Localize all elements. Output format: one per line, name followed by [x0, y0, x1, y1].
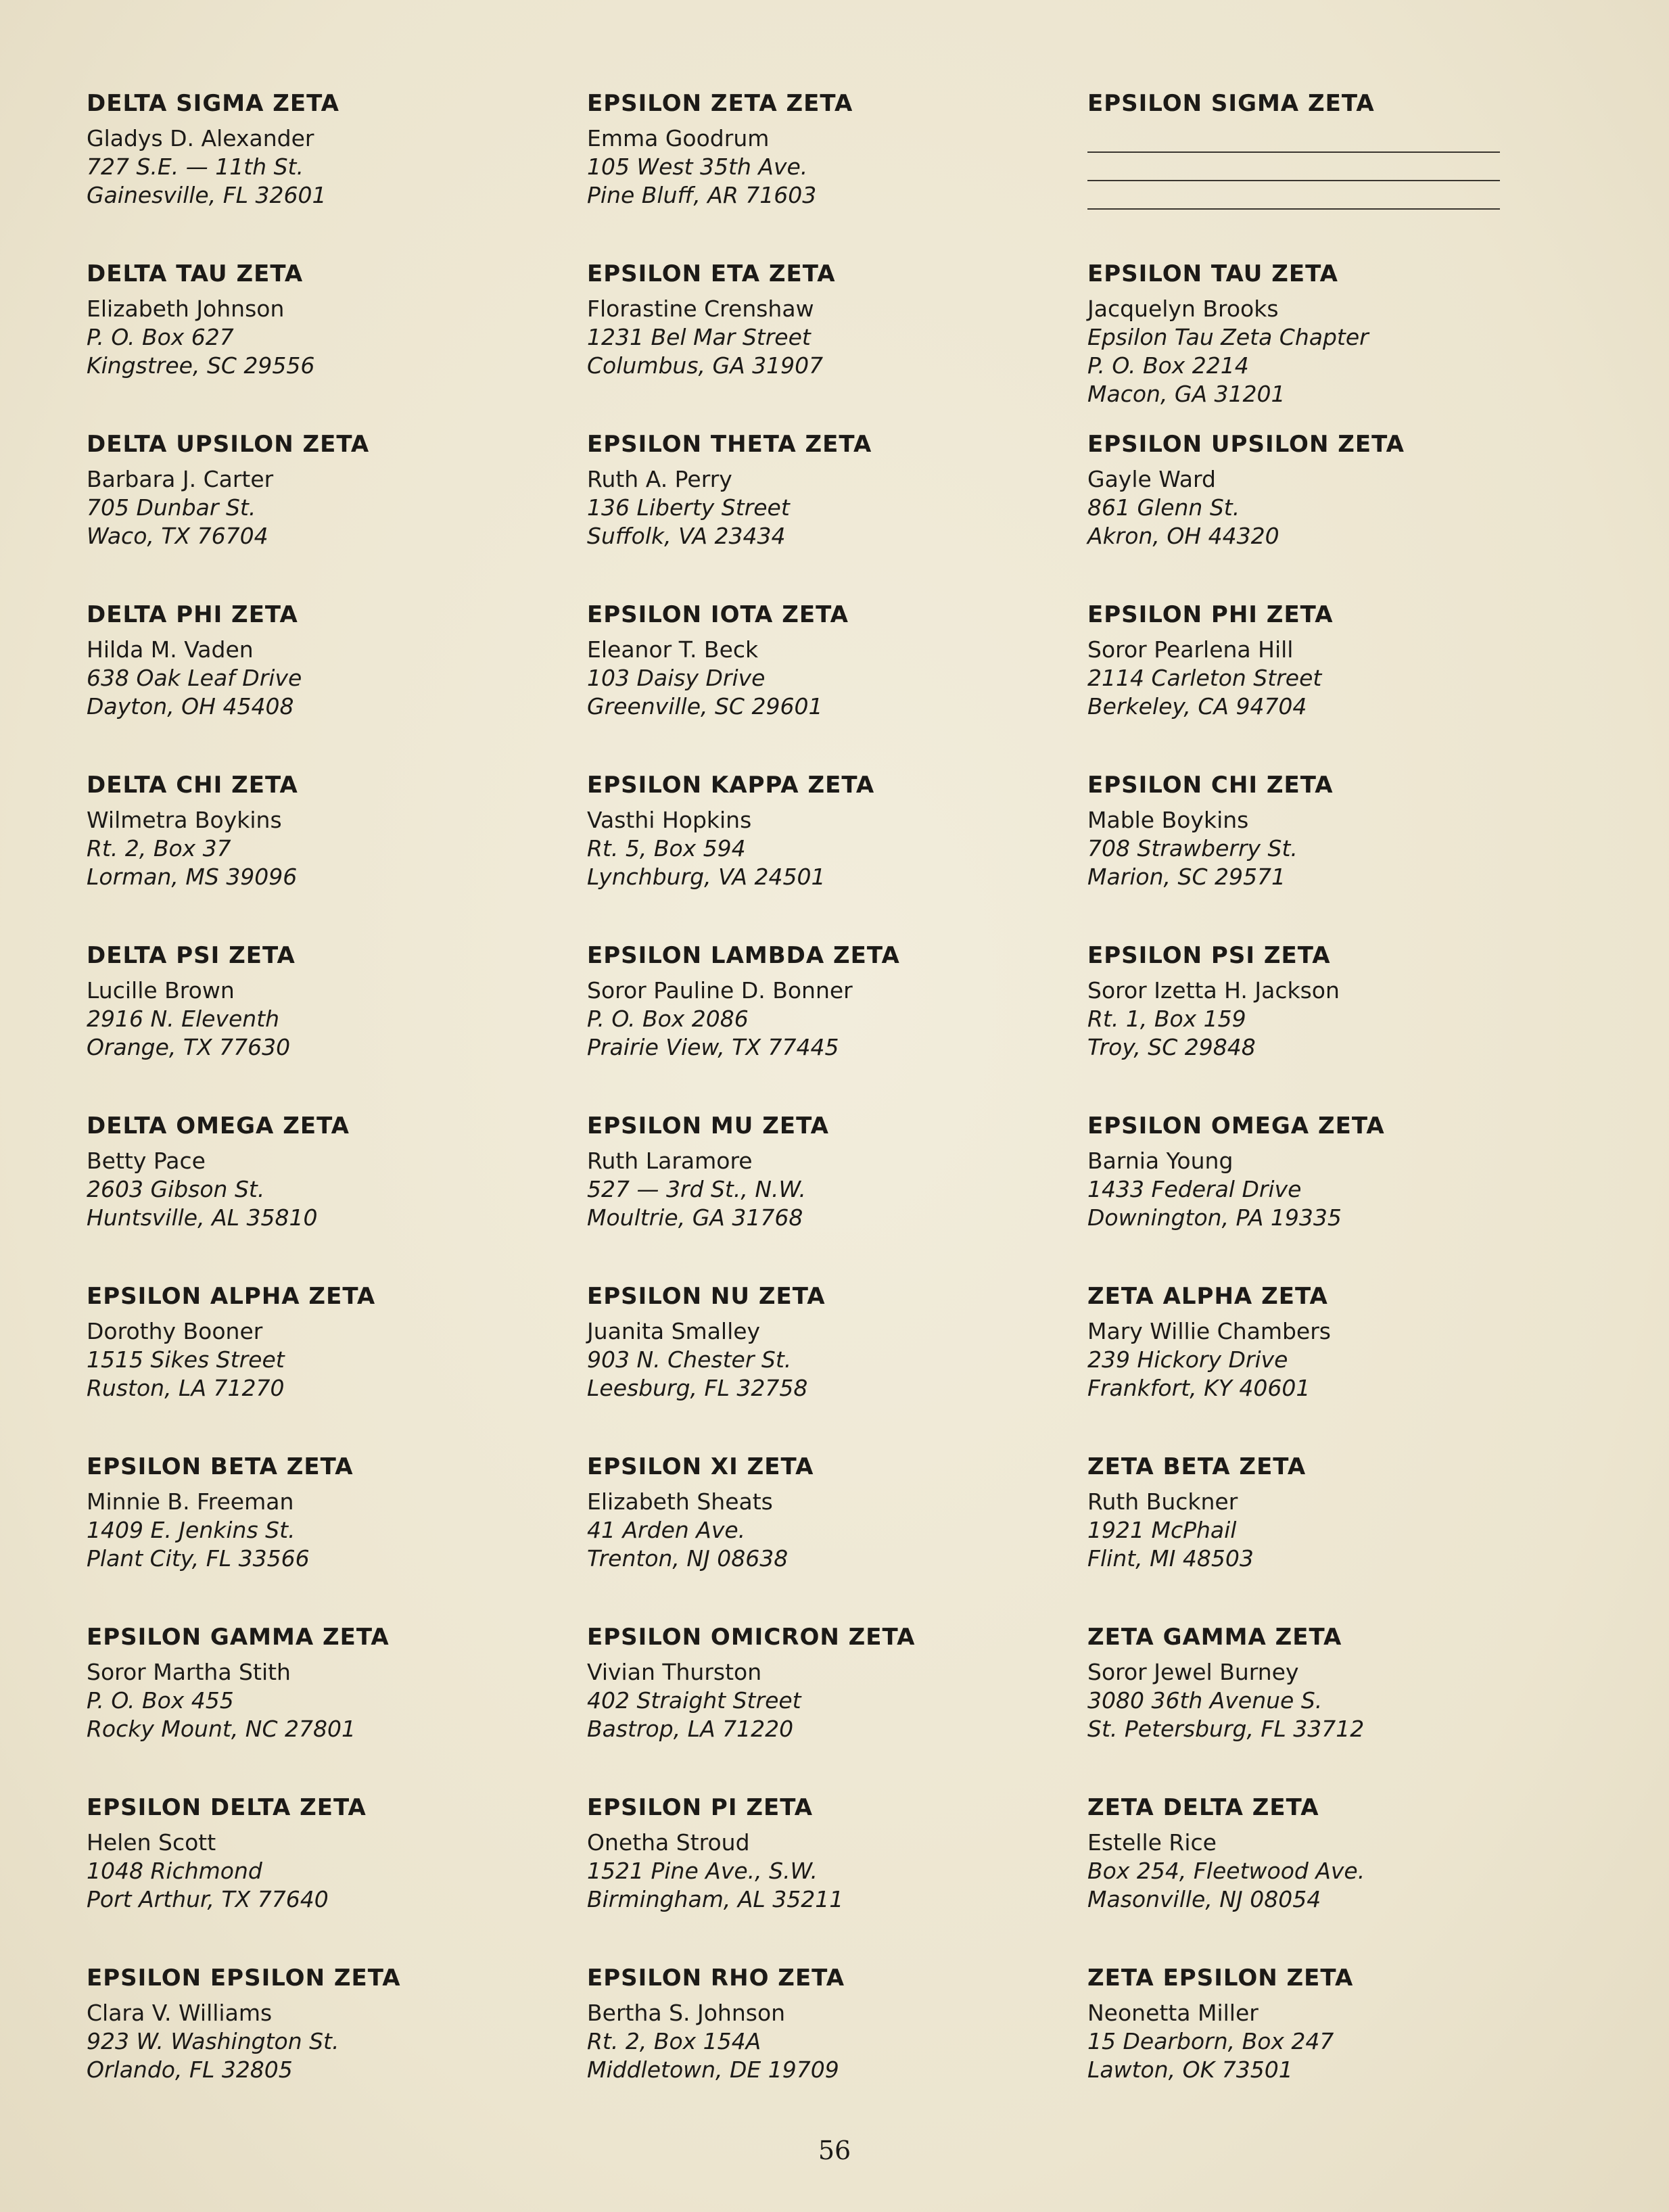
contact-name: Bertha S. Johnson: [587, 2000, 786, 2026]
chapter-entry: [1087, 598, 1574, 768]
chapter-entry: [1087, 257, 1574, 427]
chapter-name: EPSILON ETA ZETA: [587, 260, 836, 287]
chapter-entry: [1087, 1620, 1574, 1791]
chapter-name: EPSILON MU ZETA: [587, 1112, 829, 1139]
chapter-name: EPSILON LAMBDA ZETA: [587, 942, 900, 969]
chapter-name: EPSILON DELTA ZETA: [87, 1794, 367, 1821]
address-line: 2603 Gibson St.: [87, 1176, 265, 1202]
address-line: Greenville, SC 29601: [587, 693, 823, 720]
chapter-entry: [1087, 768, 1574, 939]
address-line: 136 Liberty Street: [587, 494, 790, 521]
column-1: [87, 87, 573, 2132]
chapter-entry: [1087, 1450, 1574, 1620]
contact-name: Neonetta Miller: [1087, 2000, 1259, 2026]
chapter-name: ZETA BETA ZETA: [1087, 1453, 1307, 1480]
chapter-name: ZETA ALPHA ZETA: [1087, 1283, 1328, 1310]
address-line: 105 West 35th Ave.: [587, 154, 808, 180]
contact-name: Betty Pace: [87, 1148, 206, 1174]
address-line: Waco, TX 76704: [87, 523, 268, 549]
chapter-entry: [1087, 427, 1574, 598]
address-line: Berkeley, CA 94704: [1087, 693, 1307, 720]
chapter-name: EPSILON OMEGA ZETA: [1087, 1112, 1385, 1139]
chapter-name: ZETA DELTA ZETA: [1087, 1794, 1319, 1821]
address-line: Rocky Mount, NC 27801: [87, 1716, 356, 1742]
address-line: Suffolk, VA 23434: [587, 523, 786, 549]
chapter-entry: [587, 598, 1074, 768]
address-line: 1433 Federal Drive: [1087, 1176, 1302, 1202]
column-3: [1087, 87, 1574, 2132]
chapter-entry: [587, 1279, 1074, 1450]
contact-name: Hilda M. Vaden: [87, 636, 254, 663]
address-line: Orange, TX 77630: [87, 1034, 291, 1060]
chapter-entry: [87, 427, 573, 598]
address-line: 1521 Pine Ave., S.W.: [587, 1858, 818, 1884]
contact-name: Barbara J. Carter: [87, 466, 274, 492]
page-number: 56: [818, 2136, 851, 2165]
chapter-name: EPSILON GAMMA ZETA: [87, 1624, 390, 1651]
contact-name: Jacquelyn Brooks: [1087, 296, 1279, 322]
chapter-name: EPSILON TAU ZETA: [1087, 260, 1338, 287]
chapter-entry: [1087, 1961, 1574, 2132]
address-line: 1515 Sikes Street: [87, 1346, 285, 1373]
chapter-entry: [87, 1109, 573, 1279]
contact-name: Clara V. Williams: [87, 2000, 273, 2026]
address-line: Bastrop, LA 71220: [587, 1716, 794, 1742]
contact-name: Soror Martha Stith: [87, 1659, 291, 1685]
address-line: Columbus, GA 31907: [587, 352, 824, 379]
address-line: Akron, OH 44320: [1087, 523, 1279, 549]
chapter-name: DELTA TAU ZETA: [87, 260, 304, 287]
address-line: Port Arthur, TX 77640: [87, 1886, 329, 1912]
contact-name: Ruth Laramore: [587, 1148, 753, 1174]
blank-fill-line: [1087, 153, 1500, 181]
address-line: 402 Straight Street: [587, 1687, 801, 1714]
address-line: Flint, MI 48503: [1087, 1545, 1254, 1572]
chapter-name: DELTA PSI ZETA: [87, 942, 296, 969]
address-line: 2114 Carleton Street: [1087, 665, 1322, 691]
address-line: Macon, GA 31201: [1087, 381, 1286, 407]
address-line: Epsilon Tau Zeta Chapter: [1087, 324, 1369, 350]
address-line: 638 Oak Leaf Drive: [87, 665, 302, 691]
chapter-entry: [587, 1961, 1074, 2132]
address-line: St. Petersburg, FL 33712: [1087, 1716, 1365, 1742]
address-line: Box 254, Fleetwood Ave.: [1087, 1858, 1365, 1884]
chapter-entry: [587, 257, 1074, 427]
chapter-entry: [587, 87, 1074, 257]
chapter-name: ZETA EPSILON ZETA: [1087, 1964, 1354, 1992]
blank-fill-line: [1087, 124, 1500, 153]
address-line: 708 Strawberry St.: [1087, 835, 1298, 862]
address-line: Prairie View, TX 77445: [587, 1034, 839, 1060]
chapter-name: EPSILON CHI ZETA: [1087, 772, 1334, 799]
chapter-name: EPSILON IOTA ZETA: [587, 601, 849, 628]
contact-name: Emma Goodrum: [587, 125, 770, 151]
chapter-entry: [87, 1450, 573, 1620]
contact-name: Estelle Rice: [1087, 1829, 1217, 1856]
address-line: Plant City, FL 33566: [87, 1545, 310, 1572]
contact-name: Dorothy Booner: [87, 1318, 263, 1344]
chapter-name: EPSILON THETA ZETA: [587, 431, 872, 458]
contact-name: Juanita Smalley: [587, 1318, 761, 1344]
chapter-entry: [587, 427, 1074, 598]
chapter-name: EPSILON KAPPA ZETA: [587, 772, 875, 799]
contact-name: Ruth Buckner: [1087, 1488, 1238, 1515]
chapter-name: DELTA SIGMA ZETA: [87, 90, 339, 117]
address-line: 3080 36th Avenue S.: [1087, 1687, 1323, 1714]
contact-name: Soror Izetta H. Jackson: [1087, 977, 1340, 1004]
address-line: Rt. 1, Box 159: [1087, 1006, 1246, 1032]
address-line: Middletown, DE 19709: [587, 2056, 839, 2083]
chapter-entry: [87, 87, 573, 257]
chapter-entry: [87, 1961, 573, 2132]
chapter-name: DELTA OMEGA ZETA: [87, 1112, 350, 1139]
address-line: Downington, PA 19335: [1087, 1204, 1342, 1231]
contact-name: Gladys D. Alexander: [87, 125, 314, 151]
address-line: Lynchburg, VA 24501: [587, 864, 826, 890]
address-line: Rt. 2, Box 37: [87, 835, 231, 862]
chapter-entry: [587, 1450, 1074, 1620]
contact-name: Soror Pearlena Hill: [1087, 636, 1294, 663]
address-line: Marion, SC 29571: [1087, 864, 1286, 890]
address-line: Trenton, NJ 08638: [587, 1545, 789, 1572]
contact-name: Barnia Young: [1087, 1148, 1233, 1174]
chapter-entry: [587, 768, 1074, 939]
chapter-entry: [87, 768, 573, 939]
chapter-name: EPSILON EPSILON ZETA: [87, 1964, 401, 1992]
address-line: Ruston, LA 71270: [87, 1375, 285, 1401]
address-line: 2916 N. Eleventh: [87, 1006, 280, 1032]
address-line: Lawton, OK 73501: [1087, 2056, 1293, 2083]
chapter-entry: [1087, 1279, 1574, 1450]
address-line: Pine Bluff, AR 71603: [587, 182, 817, 208]
chapter-name: EPSILON XI ZETA: [587, 1453, 814, 1480]
chapter-name: EPSILON ZETA ZETA: [587, 90, 853, 117]
chapter-entry: [1087, 1791, 1574, 1961]
chapter-entry: [87, 257, 573, 427]
address-line: 727 S.E. — 11th St.: [87, 154, 304, 180]
address-line: Moultrie, GA 31768: [587, 1204, 803, 1231]
contact-name: Mable Boykins: [1087, 807, 1249, 833]
address-line: 239 Hickory Drive: [1087, 1346, 1288, 1373]
address-line: Kingstree, SC 29556: [87, 352, 315, 379]
address-line: 923 W. Washington St.: [87, 2028, 339, 2054]
address-line: Leesburg, FL 32758: [587, 1375, 808, 1401]
contact-name: Onetha Stroud: [587, 1829, 750, 1856]
chapter-entry: [87, 1620, 573, 1791]
address-line: 1048 Richmond: [87, 1858, 262, 1884]
address-line: Frankfort, KY 40601: [1087, 1375, 1311, 1401]
address-line: Lorman, MS 39096: [87, 864, 298, 890]
blank-fill-line: [1087, 181, 1500, 210]
address-line: P. O. Box 2086: [587, 1006, 749, 1032]
contact-name: Vivian Thurston: [587, 1659, 762, 1685]
address-line: 15 Dearborn, Box 247: [1087, 2028, 1334, 2054]
address-line: 705 Dunbar St.: [87, 494, 256, 521]
chapter-name: EPSILON BETA ZETA: [87, 1453, 354, 1480]
address-line: P. O. Box 627: [87, 324, 234, 350]
address-line: Troy, SC 29848: [1087, 1034, 1256, 1060]
address-line: P. O. Box 455: [87, 1687, 234, 1714]
contact-name: Lucille Brown: [87, 977, 235, 1004]
address-line: 861 Glenn St.: [1087, 494, 1240, 521]
chapter-entry: [87, 939, 573, 1109]
chapter-entry: [87, 1279, 573, 1450]
chapter-name: DELTA CHI ZETA: [87, 772, 298, 799]
address-line: 41 Arden Ave.: [587, 1517, 746, 1543]
chapter-name: EPSILON SIGMA ZETA: [1087, 90, 1375, 117]
address-line: 527 — 3rd St., N.W.: [587, 1176, 806, 1202]
contact-name: Elizabeth Sheats: [587, 1488, 773, 1515]
chapter-name: EPSILON PSI ZETA: [1087, 942, 1331, 969]
contact-name: Mary Willie Chambers: [1087, 1318, 1331, 1344]
address-line: Rt. 2, Box 154A: [587, 2028, 761, 2054]
address-line: Rt. 5, Box 594: [587, 835, 746, 862]
contact-name: Eleanor T. Beck: [587, 636, 759, 663]
chapter-name: ZETA GAMMA ZETA: [1087, 1624, 1342, 1651]
address-line: Birmingham, AL 35211: [587, 1886, 844, 1912]
chapter-entry: [587, 1109, 1074, 1279]
chapter-name: EPSILON PI ZETA: [587, 1794, 814, 1821]
contact-name: Ruth A. Perry: [587, 466, 732, 492]
address-line: Dayton, OH 45408: [87, 693, 294, 720]
contact-name: Minnie B. Freeman: [87, 1488, 294, 1515]
address-line: Huntsville, AL 35810: [87, 1204, 318, 1231]
chapter-entry: [587, 1620, 1074, 1791]
address-line: 903 N. Chester St.: [587, 1346, 792, 1373]
address-line: 1409 E. Jenkins St.: [87, 1517, 296, 1543]
chapter-entry: [87, 598, 573, 768]
contact-name: Elizabeth Johnson: [87, 296, 285, 322]
address-line: 1921 McPhail: [1087, 1517, 1237, 1543]
chapter-entry: [587, 939, 1074, 1109]
chapter-entry: [1087, 1109, 1574, 1279]
address-line: Gainesville, FL 32601: [87, 182, 327, 208]
contact-name: Vasthi Hopkins: [587, 807, 752, 833]
address-line: P. O. Box 2214: [1087, 352, 1249, 379]
address-line: Orlando, FL 32805: [87, 2056, 293, 2083]
chapter-entry: [1087, 939, 1574, 1109]
chapter-name: DELTA PHI ZETA: [87, 601, 298, 628]
chapter-name: EPSILON PHI ZETA: [1087, 601, 1334, 628]
chapter-name: EPSILON OMICRON ZETA: [587, 1624, 916, 1651]
address-line: 103 Daisy Drive: [587, 665, 766, 691]
chapter-name: EPSILON NU ZETA: [587, 1283, 826, 1310]
chapter-entry: [1087, 87, 1574, 257]
chapter-entry: [587, 1791, 1074, 1961]
contact-name: Wilmetra Boykins: [87, 807, 282, 833]
chapter-entry: [87, 1791, 573, 1961]
address-line: 1231 Bel Mar Street: [587, 324, 811, 350]
address-line: Masonville, NJ 08054: [1087, 1886, 1321, 1912]
contact-name: Soror Jewel Burney: [1087, 1659, 1299, 1685]
contact-name: Helen Scott: [87, 1829, 216, 1856]
contact-name: Gayle Ward: [1087, 466, 1216, 492]
chapter-name: EPSILON UPSILON ZETA: [1087, 431, 1405, 458]
contact-name: Florastine Crenshaw: [587, 296, 814, 322]
contact-name: Soror Pauline D. Bonner: [587, 977, 853, 1004]
chapter-name: EPSILON RHO ZETA: [587, 1964, 845, 1992]
chapter-name: DELTA UPSILON ZETA: [87, 431, 370, 458]
column-2: [587, 87, 1074, 2132]
chapter-name: EPSILON ALPHA ZETA: [87, 1283, 376, 1310]
